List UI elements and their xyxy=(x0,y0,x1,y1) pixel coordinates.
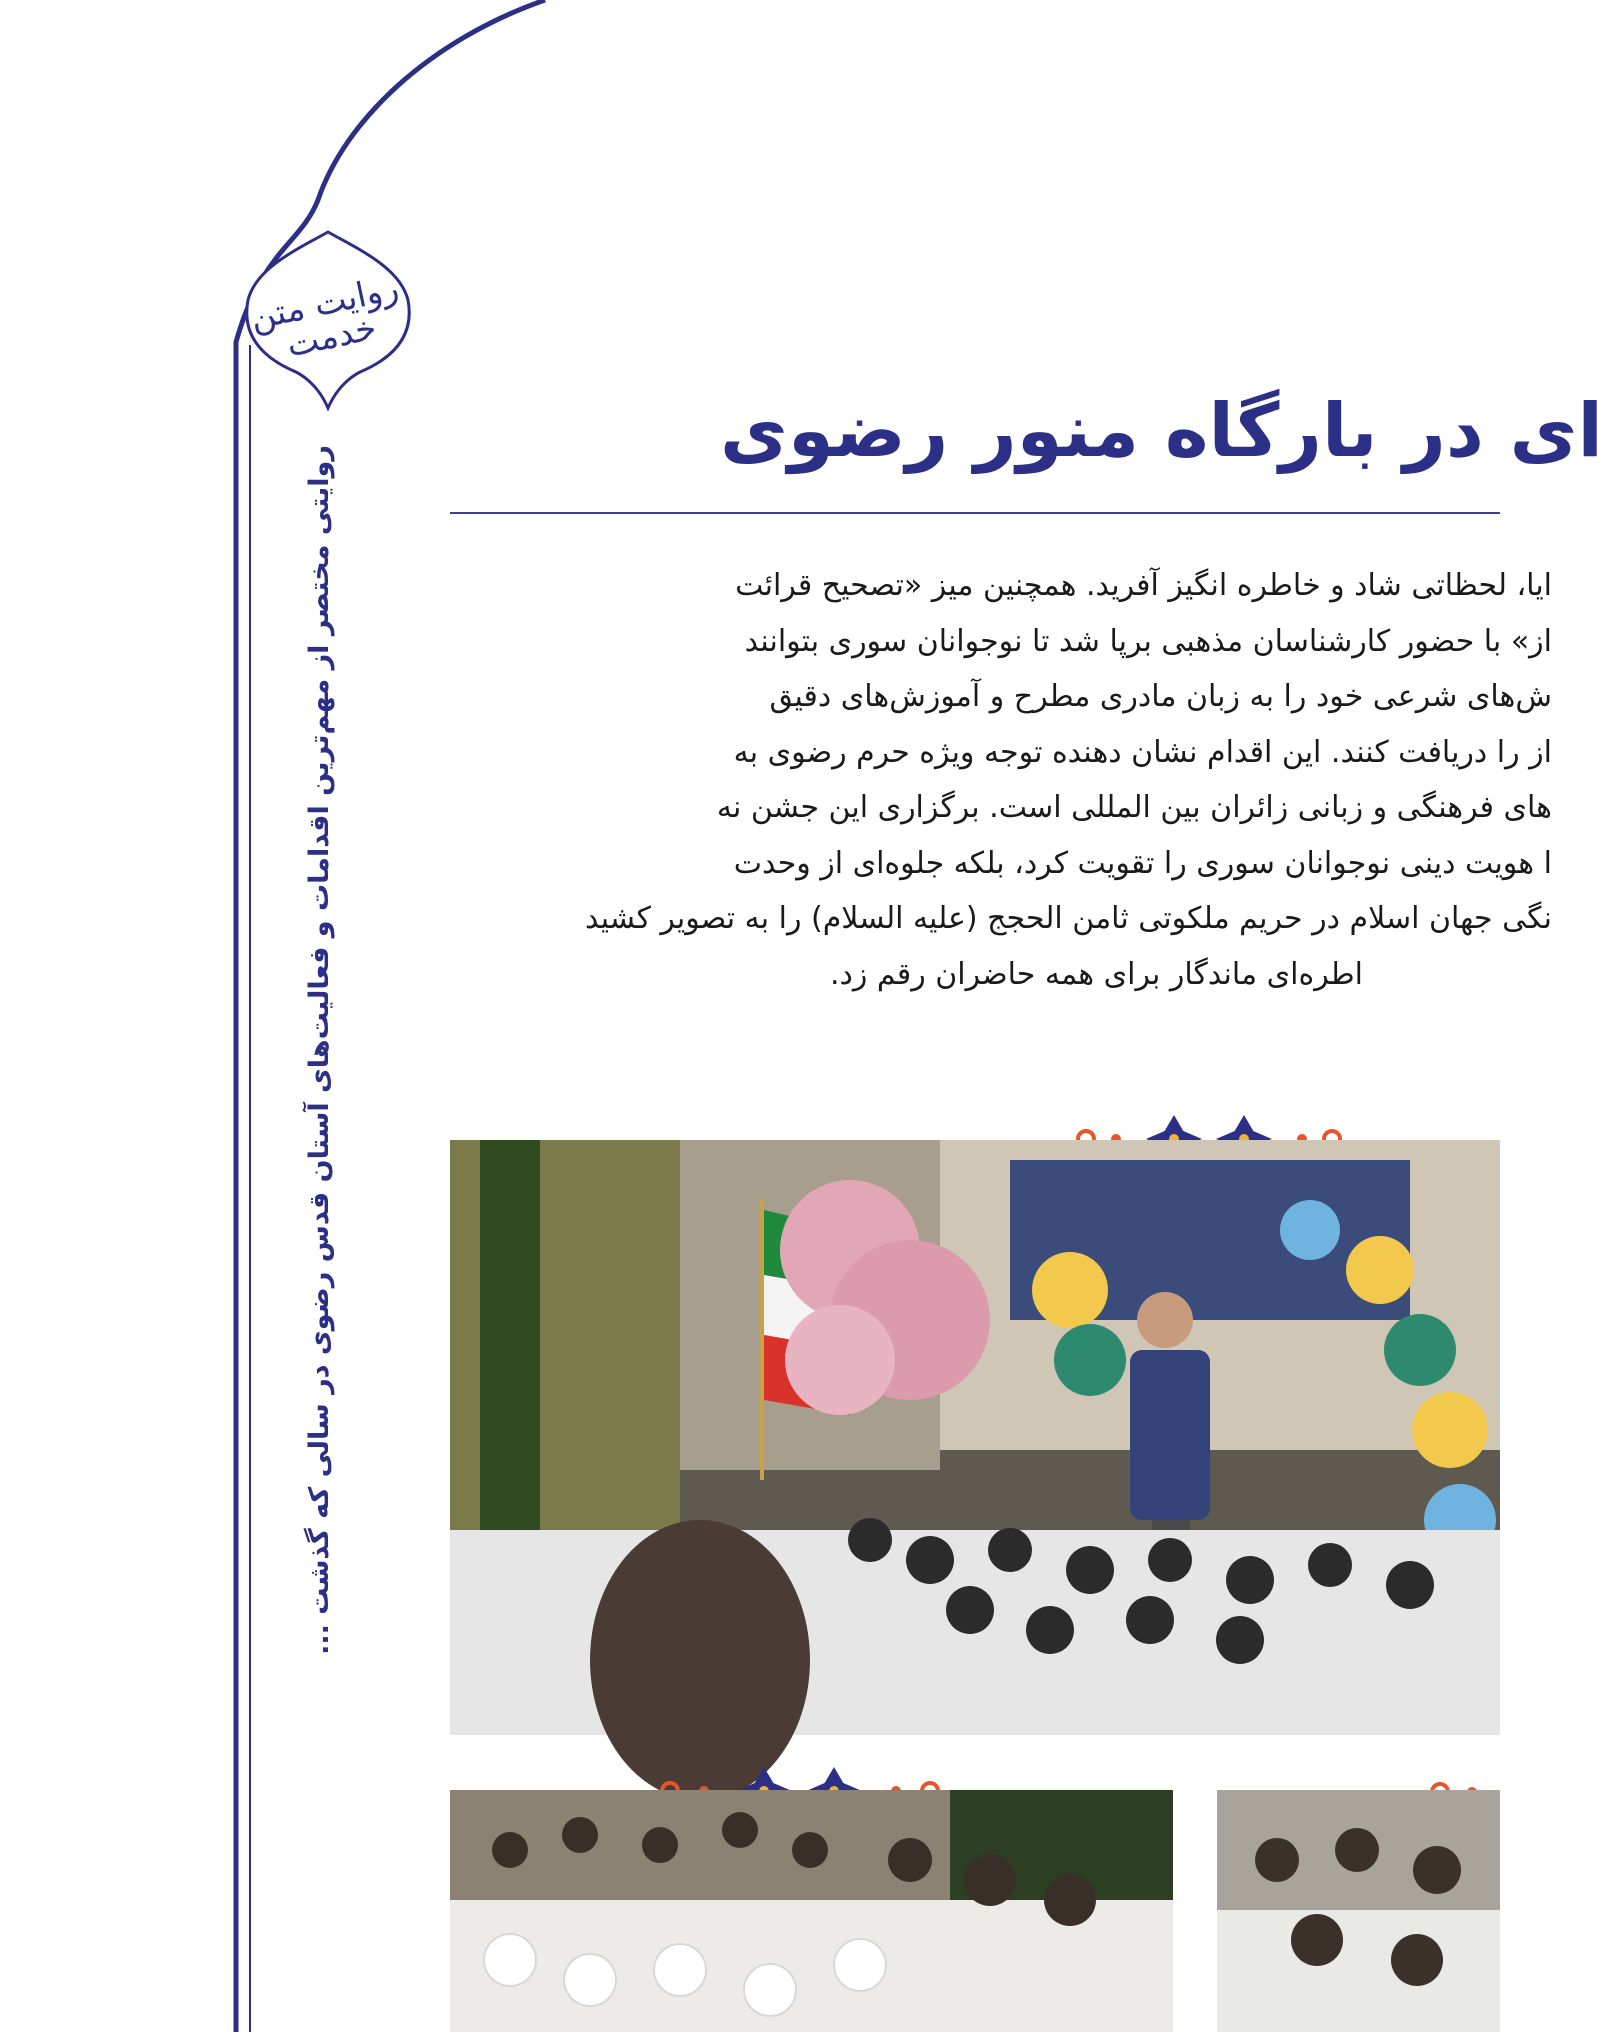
children-audience-image xyxy=(450,1790,1173,2032)
youth-audience-image xyxy=(1217,1790,1500,2032)
body-line: نگی جهان اسلام در حریم ملکوتی ثامن الحجج (علیه السلام) را به تصویر کشید xyxy=(585,901,1552,936)
article-title: ای در بارگاه منور رضوی xyxy=(720,388,1603,474)
body-line: از» با حضور کارشناسان مذهبی برپا شد تا نوجوانان سوری بتوانند xyxy=(744,623,1552,659)
article-body xyxy=(452,558,1552,1002)
main-ceremony-photo xyxy=(450,1140,1500,1735)
logo-calligraphy: روایت متن خدمت xyxy=(246,268,403,366)
body-line: ش‌های شرعی خود را به زبان مادری مطرح و آموزش‌های دقیق xyxy=(769,679,1552,714)
magazine-logo xyxy=(240,232,416,408)
title-divider xyxy=(450,512,1500,514)
youth-audience-photo xyxy=(1217,1790,1500,2032)
body-line: ا هویت دینی نوجوانان سوری را تقویت کرد، بلکه جلوه‌ای از وحدت xyxy=(733,845,1552,881)
children-audience-photo xyxy=(450,1790,1173,2032)
body-line: اطره‌ای ماندگار برای همه حاضران رقم زد. xyxy=(830,956,1363,992)
body-line: ایا، لحظاتی شاد و خاطره انگیز آفرید. همچنین میز «تصحیح قرائت xyxy=(735,568,1552,603)
body-line: های فرهنگی و زبانی زائران بین المللی است. برگزاری این جشن نه xyxy=(716,790,1552,825)
body-line: از را دریافت کنند. این اقدام نشان دهنده توجه ویژه حرم رضوی به xyxy=(733,734,1552,770)
speaker-at-ceremony-image xyxy=(450,1140,1500,1735)
sidebar-vertical-caption: روایتی مختصر از مهم‌ترین اقدامات و فعالیت‌های آستان قدس رضوی در سالی که گذشت ... xyxy=(304,445,335,1655)
